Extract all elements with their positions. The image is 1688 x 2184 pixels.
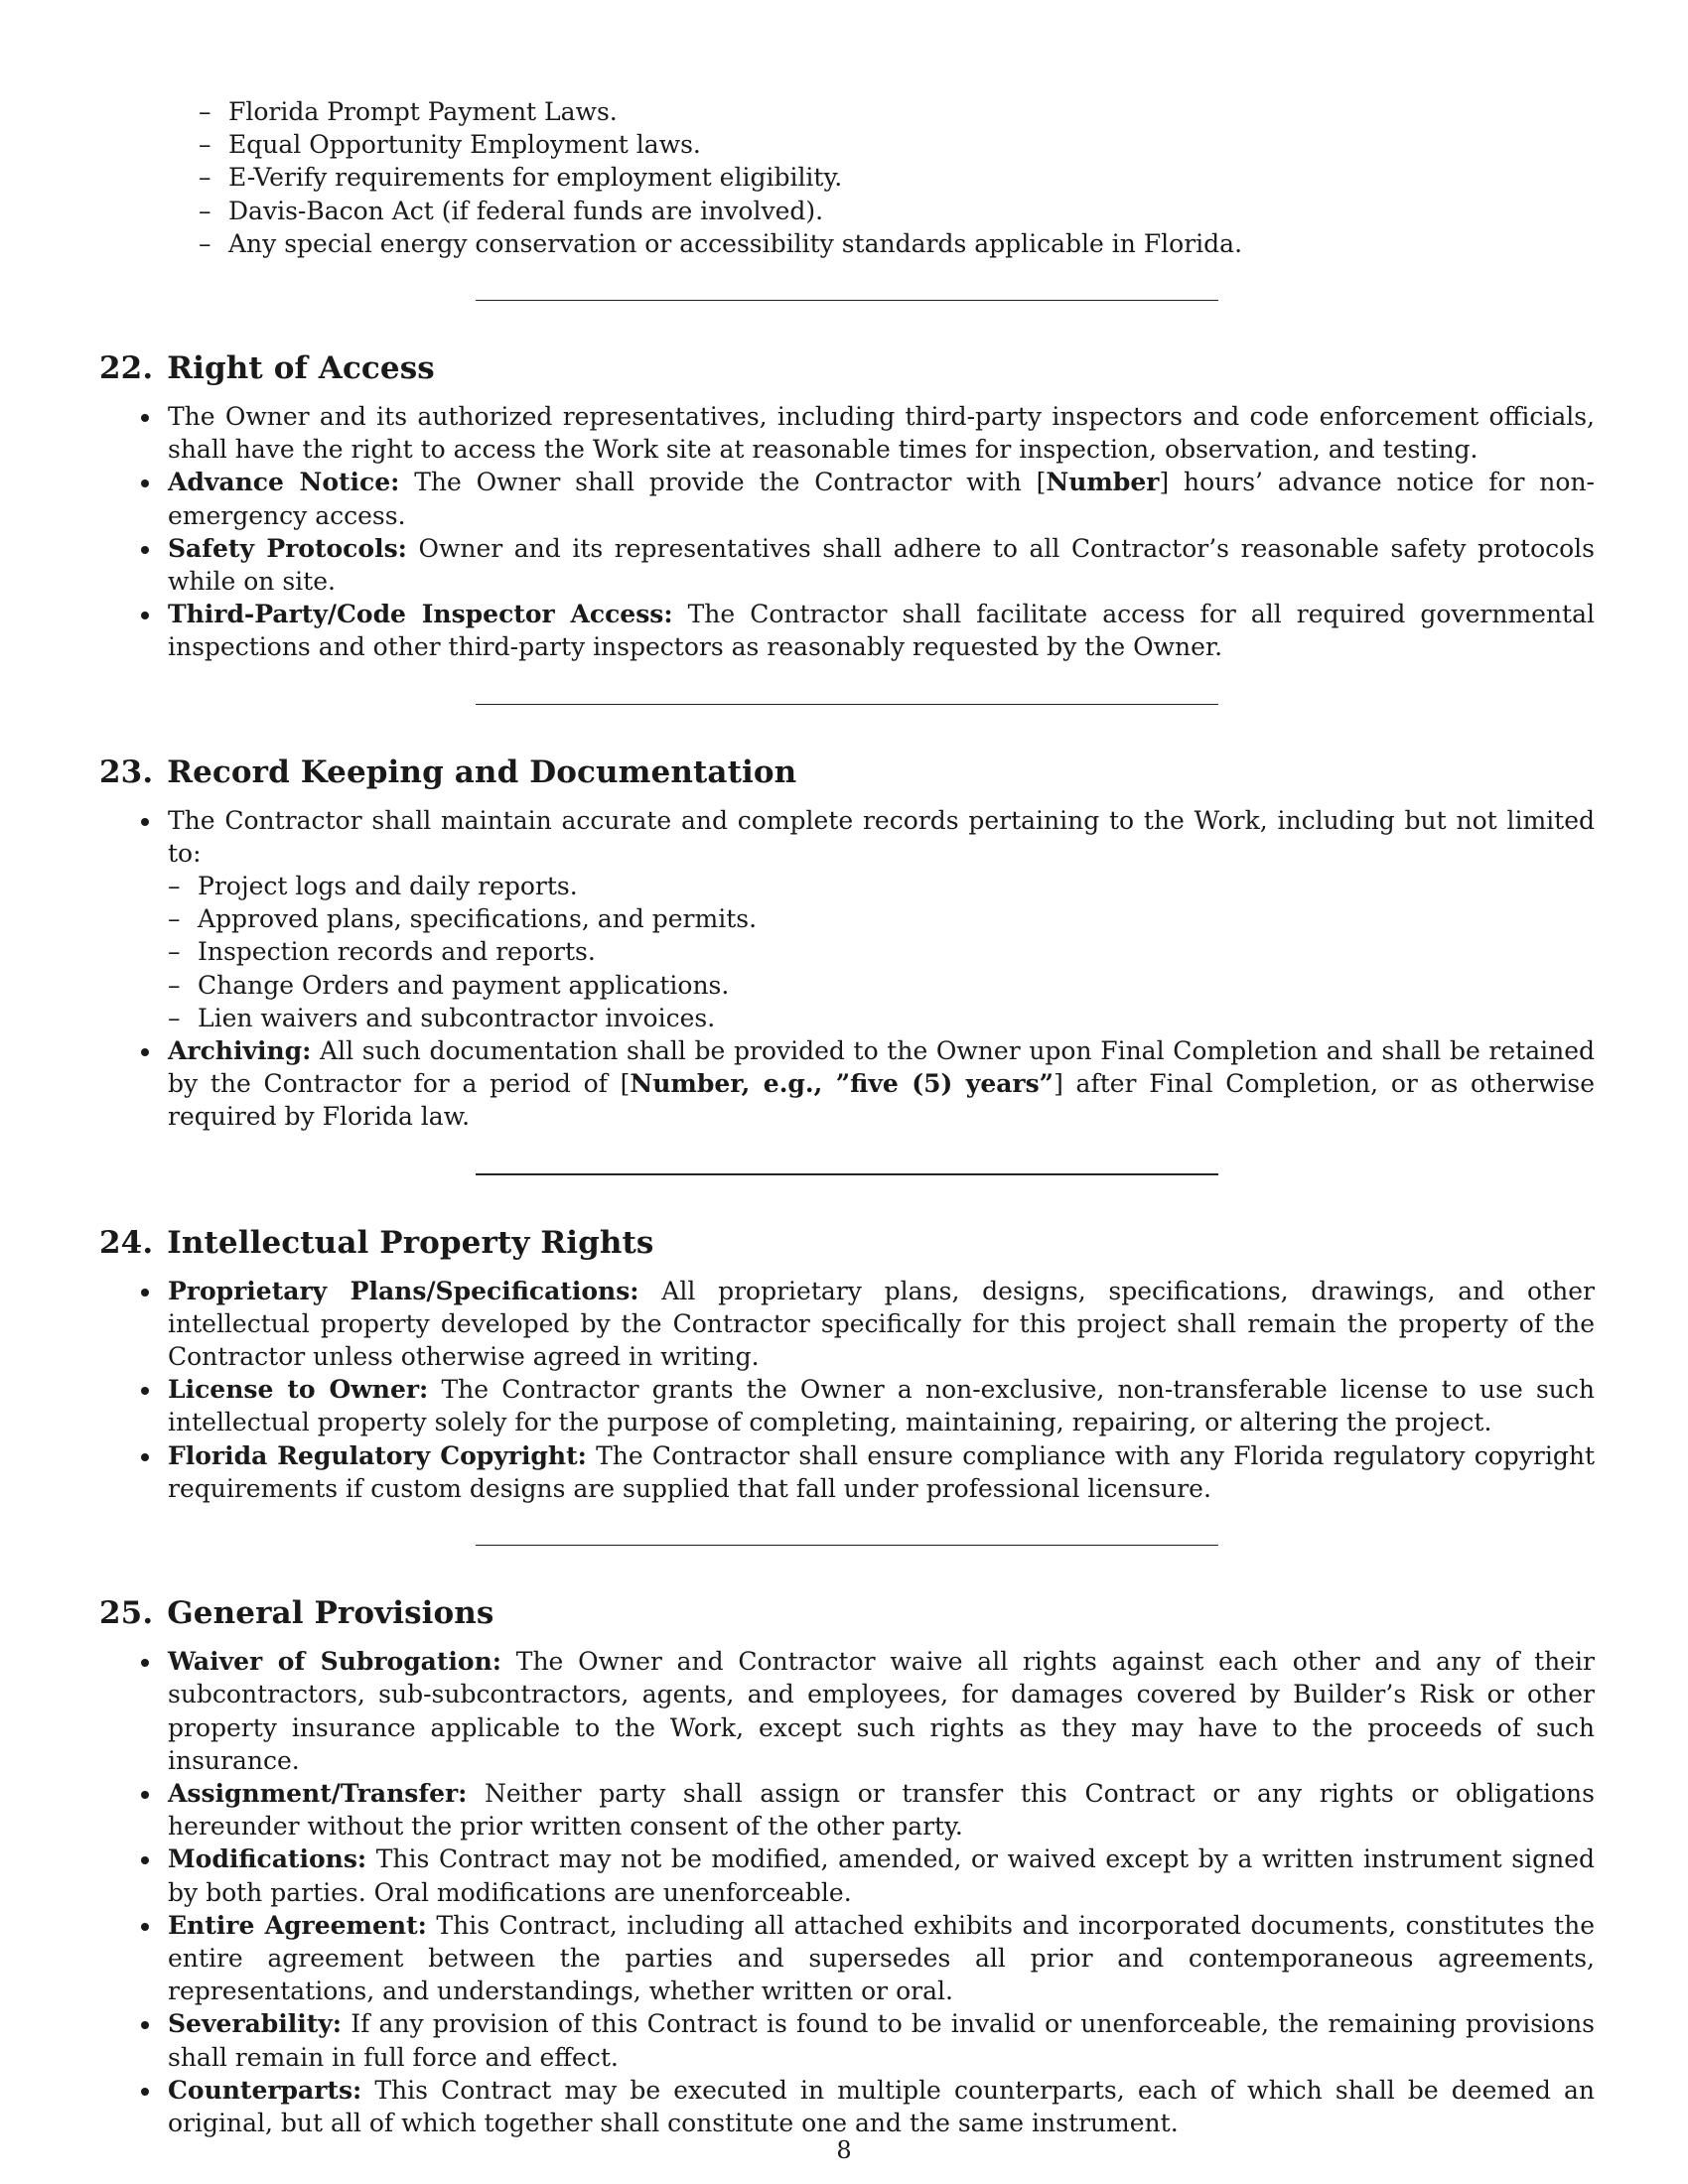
item-label: Florida Regulatory Copyright:	[168, 1440, 587, 1470]
list-item: Entire Agreement: This Contract, including all attached exhibits and incorporated documents, constitutes the entire agreement between the parties and supersedes all prior and contemporaneous agreements, representations, and understandings, whether written or oral.	[99, 1909, 1595, 2008]
item-label: Third-Party/Code Inspector Access:	[168, 600, 673, 629]
list-item: – Any special energy conservation or accessibility standards applicable in Florida.	[199, 227, 1595, 260]
placeholder-field: Number	[1046, 468, 1160, 497]
list-item: License to Owner: The Contractor grants the Owner a non-exclusive, non-transferable license to use such intellectual property solely for the purpose of completing, maintaining, repairing, or altering the project.	[99, 1373, 1595, 1438]
item-label: Entire Agreement:	[168, 1910, 427, 1940]
list-item: Waiver of Subrogation: The Owner and Contractor waive all rights against each other and any of their subcontractors, sub-subcontractors, agents, and employees, for damages covered by Builder’s Risk or other property insurance applicable to the Work, except such rights as they may have to the proceeds of such insurance.	[99, 1645, 1595, 1777]
list-item: – Inspection records and reports.	[168, 935, 1595, 968]
list-item: The Owner and its authorized representatives, including third-party inspectors and code enforcement officials, shall have the right to access the Work site at reasonable times for inspection, observation, and testing.	[99, 400, 1595, 466]
section-heading-24: 24. Intellectual Property Rights	[99, 1224, 654, 1261]
section-25-list	[99, 1645, 1595, 2139]
section-heading-22: 22. Right of Access	[99, 350, 435, 387]
page-number: 8	[836, 2136, 852, 2164]
list-item: Advance Notice: The Owner shall provide the Contractor with [Number] hours’ advance notice for non-emergency access.	[99, 466, 1595, 531]
list-item: – E-Verify requirements for employment eligibility.	[199, 161, 1595, 194]
item-label: Safety Protocols:	[168, 533, 407, 563]
list-item: – Approved plans, specifications, and permits.	[168, 902, 1595, 935]
compliance-list-continued	[199, 95, 1595, 260]
item-label: Proprietary Plans/Specifications:	[168, 1276, 639, 1305]
section-heading-25: 25. General Provisions	[99, 1595, 494, 1632]
item-label: License to Owner:	[168, 1375, 429, 1405]
list-item: Safety Protocols: Owner and its representatives shall adhere to all Contractor’s reasonable safety protocols while on site.	[99, 532, 1595, 598]
section-divider	[476, 1545, 1218, 1546]
list-item: Assignment/Transfer: Neither party shall assign or transfer this Contract or any rights or obligations hereunder without the prior written consent of the other party.	[99, 1777, 1595, 1843]
list-item: Archiving: All such documentation shall be provided to the Owner upon Final Completion and shall be retained by the Contractor for a period of [Number, e.g., ”five (5) years”] after Final Completion, or as otherwise required by Florida law.	[99, 1034, 1595, 1134]
list-item: – Equal Opportunity Employment laws.	[199, 128, 1595, 161]
list-item: Severability: If any provision of this Contract is found to be invalid or unenforceable, the remaining provisions shall remain in full force and effect.	[99, 2007, 1595, 2073]
section-divider	[476, 1173, 1218, 1175]
item-label: Counterparts:	[168, 2075, 362, 2105]
section-23-list	[99, 804, 1595, 1134]
list-item: Florida Regulatory Copyright: The Contractor shall ensure compliance with any Florida regulatory copyright requirements if custom designs are supplied that fall under professional licensure.	[99, 1439, 1595, 1505]
list-item: – Project logs and daily reports.	[168, 870, 1595, 902]
records-list	[168, 870, 1595, 1034]
placeholder-field: Number, e.g., ”five (5) years”	[630, 1069, 1055, 1099]
item-label: Advance Notice:	[168, 468, 400, 497]
list-item: The Contractor shall maintain accurate and complete records pertaining to the Work, including but not limited to: – Project logs and daily reports. – Approved plans, specifications, and permits. – Inspection records and reports. – Change Orders and payment applications. – Lien waivers and subcontractor invoices.	[99, 804, 1595, 1034]
section-divider	[476, 300, 1218, 301]
item-label: Severability:	[168, 2009, 343, 2039]
item-label: Waiver of Subrogation:	[168, 1647, 502, 1677]
list-item: Proprietary Plans/Specifications: All proprietary plans, designs, specifications, drawings, and other intellectual property developed by the Contractor specifically for this project shall remain the property of the Contractor unless otherwise agreed in writing.	[99, 1275, 1595, 1374]
list-item: – Change Orders and payment applications.	[168, 969, 1595, 1002]
section-24-list	[99, 1275, 1595, 1505]
list-item: – Florida Prompt Payment Laws.	[199, 95, 1595, 128]
item-label: Archiving:	[168, 1036, 312, 1066]
list-item: Third-Party/Code Inspector Access: The Contractor shall facilitate access for all required governmental inspections and other third-party inspectors as reasonably requested by the Owner.	[99, 598, 1595, 663]
list-item: – Davis-Bacon Act (if federal funds are involved).	[199, 195, 1595, 227]
list-item: – Lien waivers and subcontractor invoices.	[168, 1002, 1595, 1034]
item-label: Modifications:	[168, 1844, 367, 1874]
document-page	[99, 95, 1595, 2139]
item-label: Assignment/Transfer:	[168, 1778, 468, 1808]
list-item: Modifications: This Contract may not be modified, amended, or waived except by a written instrument signed by both parties. Oral modifications are unenforceable.	[99, 1843, 1595, 1908]
list-item: Counterparts: This Contract may be executed in multiple counterparts, each of which shall be deemed an original, but all of which together shall constitute one and the same instrument.	[99, 2074, 1595, 2139]
section-22-list	[99, 400, 1595, 664]
section-heading-23: 23. Record Keeping and Documentation	[99, 753, 797, 790]
section-divider	[476, 704, 1218, 705]
